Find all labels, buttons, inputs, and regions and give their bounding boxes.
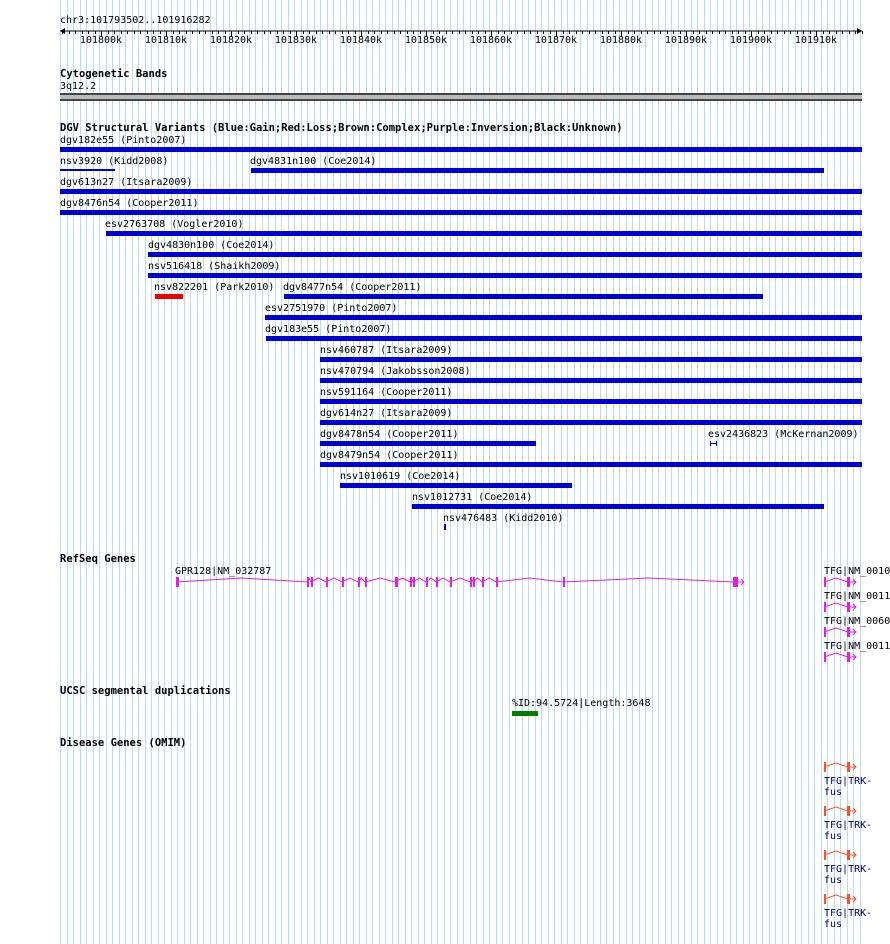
gene-exon bbox=[395, 577, 398, 587]
omim-gene-label[interactable]: TFG|TRK-fus bbox=[824, 776, 873, 798]
gene-exon bbox=[847, 762, 850, 772]
dgv-variant-bar[interactable] bbox=[265, 315, 862, 320]
ruler-tick-label: 101850k bbox=[404, 35, 448, 46]
gene-exon bbox=[450, 577, 452, 587]
dgv-variant-label: nsv470794 (Jakobsson2008) bbox=[320, 366, 471, 377]
gene-label-tfg-3: TFG|NM_0060 bbox=[824, 616, 890, 627]
dgv-variant-bar[interactable] bbox=[340, 483, 572, 488]
omim-gene-model[interactable] bbox=[822, 893, 862, 905]
gene-exon bbox=[824, 806, 826, 816]
dgv-variant-bar[interactable] bbox=[60, 147, 862, 152]
gene-exon bbox=[307, 577, 309, 587]
gene-exon bbox=[847, 652, 850, 662]
gene-exon bbox=[342, 577, 344, 587]
tfg-transcript bbox=[824, 652, 856, 662]
dgv-variant-label: dgv614n27 (Itsara2009) bbox=[320, 408, 453, 419]
gene-label-tfg-1: TFG|NM_0010 bbox=[824, 566, 890, 577]
gene-exon bbox=[824, 577, 826, 587]
ruler-tick-label: 101870k bbox=[534, 35, 578, 46]
dgv-variant-label: nsv476483 (Kidd2010) bbox=[443, 513, 564, 524]
dgv-variant-bar[interactable] bbox=[251, 168, 824, 173]
dgv-variant-label: esv2436823 (McKernan2009) bbox=[708, 429, 859, 440]
dgv-variant-bar[interactable] bbox=[320, 462, 862, 467]
dgv-variant-bar[interactable] bbox=[412, 504, 824, 509]
gene-exon bbox=[358, 577, 360, 587]
tfg-transcript bbox=[824, 627, 856, 637]
gene-exon bbox=[326, 577, 328, 587]
dgv-variant-label: esv2763708 (Vogler2010) bbox=[105, 219, 244, 230]
dgv-variant-label: dgv4830n100 (Coe2014) bbox=[148, 240, 275, 251]
cytoband-bar[interactable] bbox=[60, 93, 862, 101]
gene-exon bbox=[847, 806, 850, 816]
omim-gene-label[interactable]: TFG|TRK-fus bbox=[824, 864, 873, 886]
tfg-transcript bbox=[824, 577, 856, 587]
dgv-variant-bar[interactable] bbox=[284, 294, 763, 299]
ruler-tick-label: 101810k bbox=[144, 35, 188, 46]
gene-exon bbox=[436, 577, 438, 587]
gene-exon bbox=[410, 577, 412, 587]
gene-intron-line bbox=[176, 578, 737, 582]
gene-exon bbox=[470, 577, 472, 587]
gene-exon bbox=[733, 577, 738, 587]
gene-exon bbox=[847, 627, 850, 637]
gene-exon bbox=[482, 577, 484, 587]
ruler-tick-label: 101860k bbox=[469, 35, 513, 46]
gene-exon bbox=[847, 602, 850, 612]
dgv-variant-bar[interactable] bbox=[320, 420, 862, 425]
segdup-feature[interactable] bbox=[512, 711, 538, 716]
gene-label-gpr128: GPR128|NM_032787 bbox=[175, 566, 272, 577]
ruler-tick-label: 101800k bbox=[79, 35, 123, 46]
gene-label-tfg-2: TFG|NM_0011 bbox=[824, 591, 890, 602]
refseq-track-title: RefSeq Genes bbox=[60, 553, 136, 565]
gene-exon bbox=[311, 577, 313, 587]
segdup-track-title: UCSC segmental duplications bbox=[60, 685, 231, 697]
ruler-tick-label: 101840k bbox=[339, 35, 383, 46]
dgv-variant-bar[interactable] bbox=[320, 441, 536, 446]
gene-exon bbox=[563, 577, 565, 587]
dgv-variant-label: dgv182e55 (Pinto2007) bbox=[60, 135, 187, 146]
tfg-transcript bbox=[824, 602, 856, 612]
dgv-track-title: DGV Structural Variants (Blue:Gain;Red:Loss;Brown:Complex;Purple:Inversion;Black:Unknown) bbox=[60, 122, 623, 134]
omim-gene-model[interactable] bbox=[822, 849, 862, 861]
dgv-variant-bar[interactable] bbox=[60, 189, 862, 194]
gene-exon bbox=[847, 577, 850, 587]
dgv-variant-label: esv2751970 (Pinto2007) bbox=[265, 303, 398, 314]
dgv-variant-bar[interactable] bbox=[155, 294, 183, 299]
dgv-variant-label: nsv516418 (Shaikh2009) bbox=[148, 261, 281, 272]
dgv-variant-bar[interactable] bbox=[60, 169, 115, 171]
dgv-variant-bar[interactable] bbox=[106, 231, 862, 236]
gene-exon bbox=[824, 894, 826, 904]
dgv-variant-bar[interactable] bbox=[320, 357, 862, 362]
dgv-variant-label: dgv613n27 (Itsara2009) bbox=[60, 177, 193, 188]
gene-exon bbox=[824, 627, 826, 637]
gene-exon bbox=[176, 577, 179, 587]
cytoband-track-title: Cytogenetic Bands bbox=[60, 68, 168, 80]
gene-model-gpr128[interactable] bbox=[170, 575, 750, 591]
gene-exon bbox=[824, 762, 826, 772]
dgv-variant-bar[interactable] bbox=[320, 399, 862, 404]
ruler-tick-label: 101880k bbox=[599, 35, 643, 46]
dgv-variant-label: nsv1010619 (Coe2014) bbox=[340, 471, 461, 482]
dgv-variant-label: dgv4831n100 (Coe2014) bbox=[250, 156, 377, 167]
dgv-variant-label: dgv183e55 (Pinto2007) bbox=[265, 324, 392, 335]
gene-exon bbox=[473, 577, 475, 587]
gene-exon bbox=[847, 894, 850, 904]
dgv-variant-bar[interactable] bbox=[444, 524, 446, 530]
dgv-variant-label: dgv8478n54 (Cooper2011) bbox=[320, 429, 459, 440]
dgv-variant-label: dgv8479n54 (Cooper2011) bbox=[320, 450, 459, 461]
gene-models-tfg[interactable] bbox=[822, 574, 862, 664]
dgv-variant-label: nsv3920 (Kidd2008) bbox=[60, 156, 169, 167]
location-label: chr3:101793502..101916282 bbox=[60, 15, 211, 26]
ruler-tick-label: 101910k bbox=[794, 35, 838, 46]
dgv-variant-bar[interactable] bbox=[710, 441, 717, 446]
dgv-variant-bar[interactable] bbox=[320, 378, 862, 383]
ruler-tick-label: 101820k bbox=[209, 35, 253, 46]
gene-label-tfg-4: TFG|NM_0011 bbox=[824, 641, 890, 652]
segdup-label: %ID:94.5724|Length:3648 bbox=[512, 698, 651, 709]
gene-exon bbox=[413, 577, 415, 587]
strand-arrow-icon bbox=[738, 579, 744, 585]
dgv-variant-label: nsv1012731 (Coe2014) bbox=[412, 492, 533, 503]
ruler-tick-label: 101890k bbox=[664, 35, 708, 46]
gene-exon bbox=[365, 577, 367, 587]
omim-gene-model[interactable] bbox=[822, 761, 862, 773]
ruler-tick-label: 101900k bbox=[729, 35, 773, 46]
gene-exon bbox=[824, 850, 826, 860]
ruler-tick-label: 101830k bbox=[274, 35, 318, 46]
omim-track-title: Disease Genes (OMIM) bbox=[60, 737, 187, 749]
dgv-variant-bar[interactable] bbox=[148, 273, 862, 278]
cytoband-label: 3q12.2 bbox=[60, 81, 97, 92]
dgv-variant-label: dgv8476n54 (Cooper2011) bbox=[60, 198, 199, 209]
omim-gene-label[interactable]: TFG|TRK-fus bbox=[824, 820, 873, 842]
dgv-variant-bar[interactable] bbox=[60, 210, 862, 215]
gene-exon bbox=[496, 577, 498, 587]
gene-exon bbox=[847, 850, 850, 860]
dgv-variant-label: dgv8477n54 (Cooper2011) bbox=[283, 282, 422, 293]
omim-gene-model[interactable] bbox=[822, 805, 862, 817]
dgv-variant-bar[interactable] bbox=[148, 252, 862, 257]
dgv-variant-label: nsv822201 (Park2010) bbox=[154, 282, 275, 293]
dgv-variant-bar[interactable] bbox=[266, 336, 862, 341]
gene-exon bbox=[824, 602, 826, 612]
gene-exon bbox=[426, 577, 428, 587]
dgv-variant-label: nsv591164 (Cooper2011) bbox=[320, 387, 453, 398]
omim-gene-label[interactable]: TFG|TRK-fus bbox=[824, 908, 873, 930]
dgv-variant-label: nsv460787 (Itsara2009) bbox=[320, 345, 453, 356]
gene-exon bbox=[824, 652, 826, 662]
